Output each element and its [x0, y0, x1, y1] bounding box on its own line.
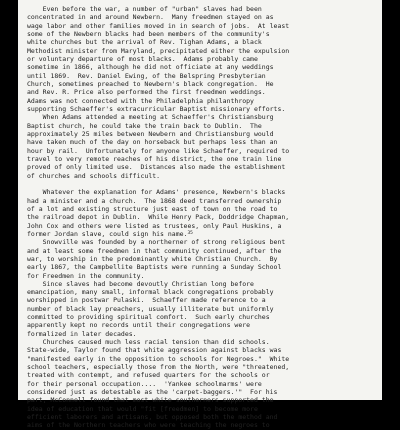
text-line: efficient laborers and artisans, but opposed both the method and: [27, 413, 278, 422]
text-line: some of the Newbern blacks had been members of the community's: [27, 29, 270, 38]
text-line: white churches but the arrival of Rev. Tighan Adams, a black: [27, 38, 262, 47]
text-line-with-footnote: [27, 230, 373, 238]
text-line: Methodist minister from Maryland, precipitated either the expulsion: [27, 46, 290, 55]
text-line: had a minister and a church. The 1868 deed transferred ownership: [27, 196, 282, 205]
document-body: [27, 5, 373, 430]
document-page: [18, 0, 382, 430]
text-line: Adams was not connected with the Philadelphia philanthropy: [27, 96, 254, 105]
text-line: idea of education that would "fit [freedmen] to become more: [27, 404, 258, 413]
text-line: formalized in later decades.: [27, 329, 137, 338]
text-line: and Rev. R. Price also performed the first freedmen weddings.: [27, 88, 266, 97]
paragraph-gap: [27, 180, 373, 188]
text-line: or voluntary departure of most blacks. Adams probably came: [27, 54, 258, 63]
paragraph-4: [27, 280, 373, 338]
text-line: proved of only limited use. Distances also made the establishment: [27, 163, 286, 172]
text-line: Even before the war, a number of "urban" slaves had been: [27, 5, 262, 13]
text-line: part, McConnell found that most white southerners supported the: [27, 396, 274, 405]
text-line: considered just as detestable as the 'carpet-baggers.'" For his: [27, 388, 278, 397]
text-line: When Adams attended a meeting at Schaeffer's Christiansburg: [27, 113, 274, 122]
text-line: State-wide, Taylor found that white aggression against blacks was: [27, 346, 282, 355]
text-line: hour by rail. Unfortunately for anyone like Schaeffer, required to: [27, 146, 290, 155]
text-line: Church, sometimes preached to Newbern's black congregation. He: [27, 79, 274, 88]
text-line: Snowville was founded by a northerner of strong religious bent: [27, 238, 286, 247]
text-line: committed to providing spiritual comfort. Such early churches: [27, 313, 270, 322]
text-line: approximately 25 miles between Newbern and Christiansburg would: [27, 129, 274, 138]
text-line: sometime in 1866, although he did not officiate at any weddings: [27, 63, 274, 72]
text-line: the railroad depot in Dublin. While Henry Pack, Doddridge Chapman,: [27, 213, 290, 222]
text-line: Whatever the explanation for Adams' presence, Newbern's blacks: [27, 188, 286, 197]
text-span: former Jordan slave, could sign his name.: [27, 229, 188, 238]
text-line: apparently kept no records until their congregations were: [27, 321, 251, 330]
text-line: "manifested early in the opposition to schools for Negroes." White: [27, 354, 290, 363]
text-line: number of black lay preachers, usually illiterate but uniformly: [27, 304, 274, 313]
text-line: emancipation, many small, informal black congregations probably: [27, 288, 274, 297]
text-line: and at least some freedmen in that community continued, after the: [27, 246, 282, 255]
text-line: until 1869. Rev. Daniel Ewing, of the Belspring Presbyterian: [27, 71, 266, 80]
text-line: Since slaves had become devoutly Christian long before: [27, 279, 254, 288]
paragraph-3: [27, 238, 373, 280]
footnote-marker: 35: [187, 230, 193, 236]
text-line: war, to worship in the predominantly white Christian Church. By: [27, 254, 278, 263]
text-line: supporting Schaeffer's extracurricular Baptist missionary efforts.: [27, 104, 286, 113]
text-line: concentrated in and around Newbern. Many freedmen stayed on as: [27, 13, 274, 22]
text-line: travel to very remote reaches of his district, the one train line: [27, 154, 282, 163]
paragraph-5: [27, 338, 373, 430]
text-line: have taken much of the day on horseback but perhaps less than an: [27, 138, 278, 147]
text-line: for Freedmen in the community.: [27, 271, 145, 280]
paragraph-1: [27, 5, 373, 180]
text-line: Baptist church, he could take the train back to Dublin. The: [27, 121, 262, 130]
text-line: treated with contempt, and refused quarters for the schools or: [27, 371, 270, 380]
text-line: early 1867, the Campbellite Baptists were running a Sunday School: [27, 263, 282, 272]
paragraph-2: [27, 188, 373, 238]
text-line: wage labor and other families moved in in search of jobs. At least: [27, 21, 290, 30]
text-line: worshipped in postwar Pulaski. Schaeffer made reference to a: [27, 296, 266, 305]
text-line: Churches caused much less racial tension than did schools.: [27, 338, 270, 347]
text-line: of churches and schools difficult.: [27, 171, 161, 180]
text-line: John Cox and others were listed as trustees, only Paul Huskins, a: [27, 221, 282, 230]
text-line: school teachers, especially those from the North, were "threatened,: [27, 363, 290, 372]
text-line: of a lot and existing structure just east of town on the road to: [27, 204, 278, 213]
text-line: for their personal occupation.... 'Yankee schoolmarms' were: [27, 379, 262, 388]
text-line: aims of the Northern teachers who were teaching the negroes to: [27, 421, 270, 430]
